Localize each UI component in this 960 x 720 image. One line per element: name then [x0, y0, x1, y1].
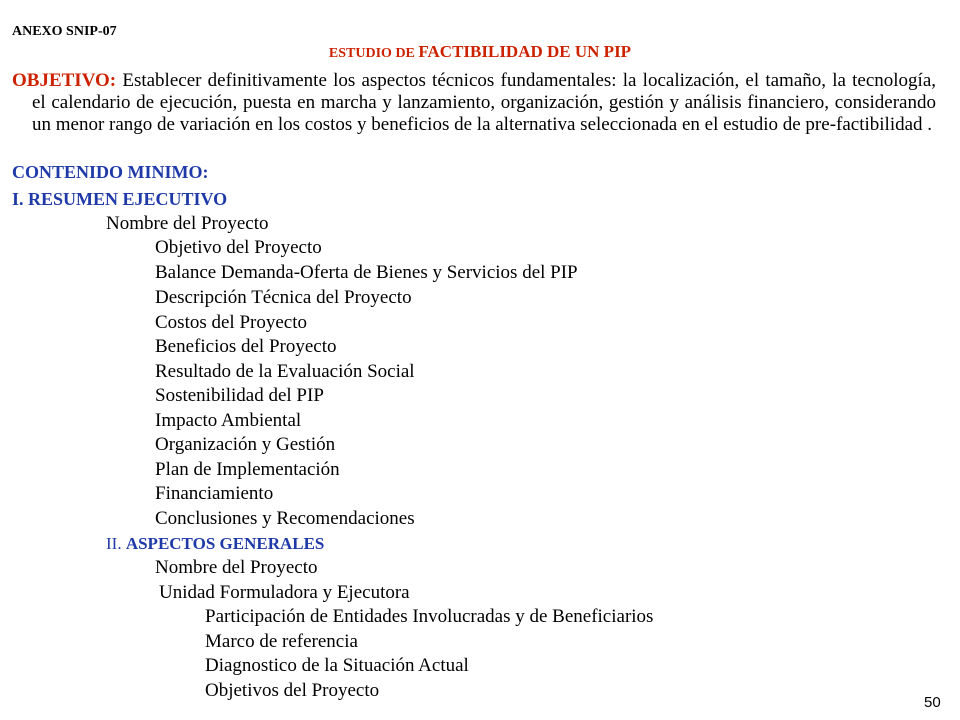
section-2-number: II.: [106, 534, 126, 553]
section-1-item: Beneficios del Proyecto: [155, 336, 337, 357]
objective-label: OBJETIVO:: [12, 70, 117, 91]
section-2-subitem: Objetivos del Proyecto: [205, 680, 380, 701]
section-1-item: Financiamiento: [155, 483, 274, 504]
section-1-item: Resultado de la Evaluación Social: [155, 361, 415, 382]
section-1-first-item: Nombre del Proyecto: [106, 213, 269, 234]
page-number: 50: [924, 694, 941, 711]
section-2-subitem: Marco de referencia: [205, 631, 358, 652]
section-2-item: Nombre del Proyecto: [155, 557, 318, 578]
objective-text: Establecer definitivamente los aspectos técnicos fundamentales: la localización, el tamaño, la tecnología, el calendario de ejecución, puesta en marcha y lanzamiento, organización, gestión y análisis financiero, considerando un menor rango de variación en los costos y beneficios de la alternativa seleccionada en el estudio de pre-factibilidad .: [32, 70, 936, 135]
annex-label: ANEXO SNIP-07: [12, 24, 117, 39]
section-1-item: Plan de Implementación: [155, 459, 340, 480]
section-2-item: Unidad Formuladora y Ejecutora: [159, 582, 410, 603]
section-1-item: Organización y Gestión: [155, 434, 336, 455]
section-1-item: Costos del Proyecto: [155, 312, 307, 333]
objective-paragraph: [12, 70, 936, 136]
section-2-heading: [106, 534, 324, 554]
document-title: [0, 42, 960, 62]
title-prefix: ESTUDIO DE: [328, 46, 419, 61]
section-1-item: Sostenibilidad del PIP: [155, 385, 324, 406]
section-1-item: Objetivo del Proyecto: [155, 237, 322, 258]
title-main: FACTIBILIDAD DE UN PIP: [418, 42, 632, 61]
section-2-subitem: Diagnostico de la Situación Actual: [205, 655, 469, 676]
section-1-item: Descripción Técnica del Proyecto: [155, 287, 412, 308]
section-1-item: Balance Demanda-Oferta de Bienes y Servicios del PIP: [155, 262, 578, 283]
content-heading: CONTENIDO MINIMO:: [12, 162, 209, 182]
section-2-title: ASPECTOS GENERALES: [125, 534, 325, 553]
section-2-subitem: Participación de Entidades Involucradas y de Beneficiarios: [205, 606, 654, 627]
section-1-heading: I. RESUMEN EJECUTIVO: [12, 189, 228, 209]
section-1-item: Conclusiones y Recomendaciones: [155, 508, 415, 529]
section-1-item: Impacto Ambiental: [155, 410, 302, 431]
